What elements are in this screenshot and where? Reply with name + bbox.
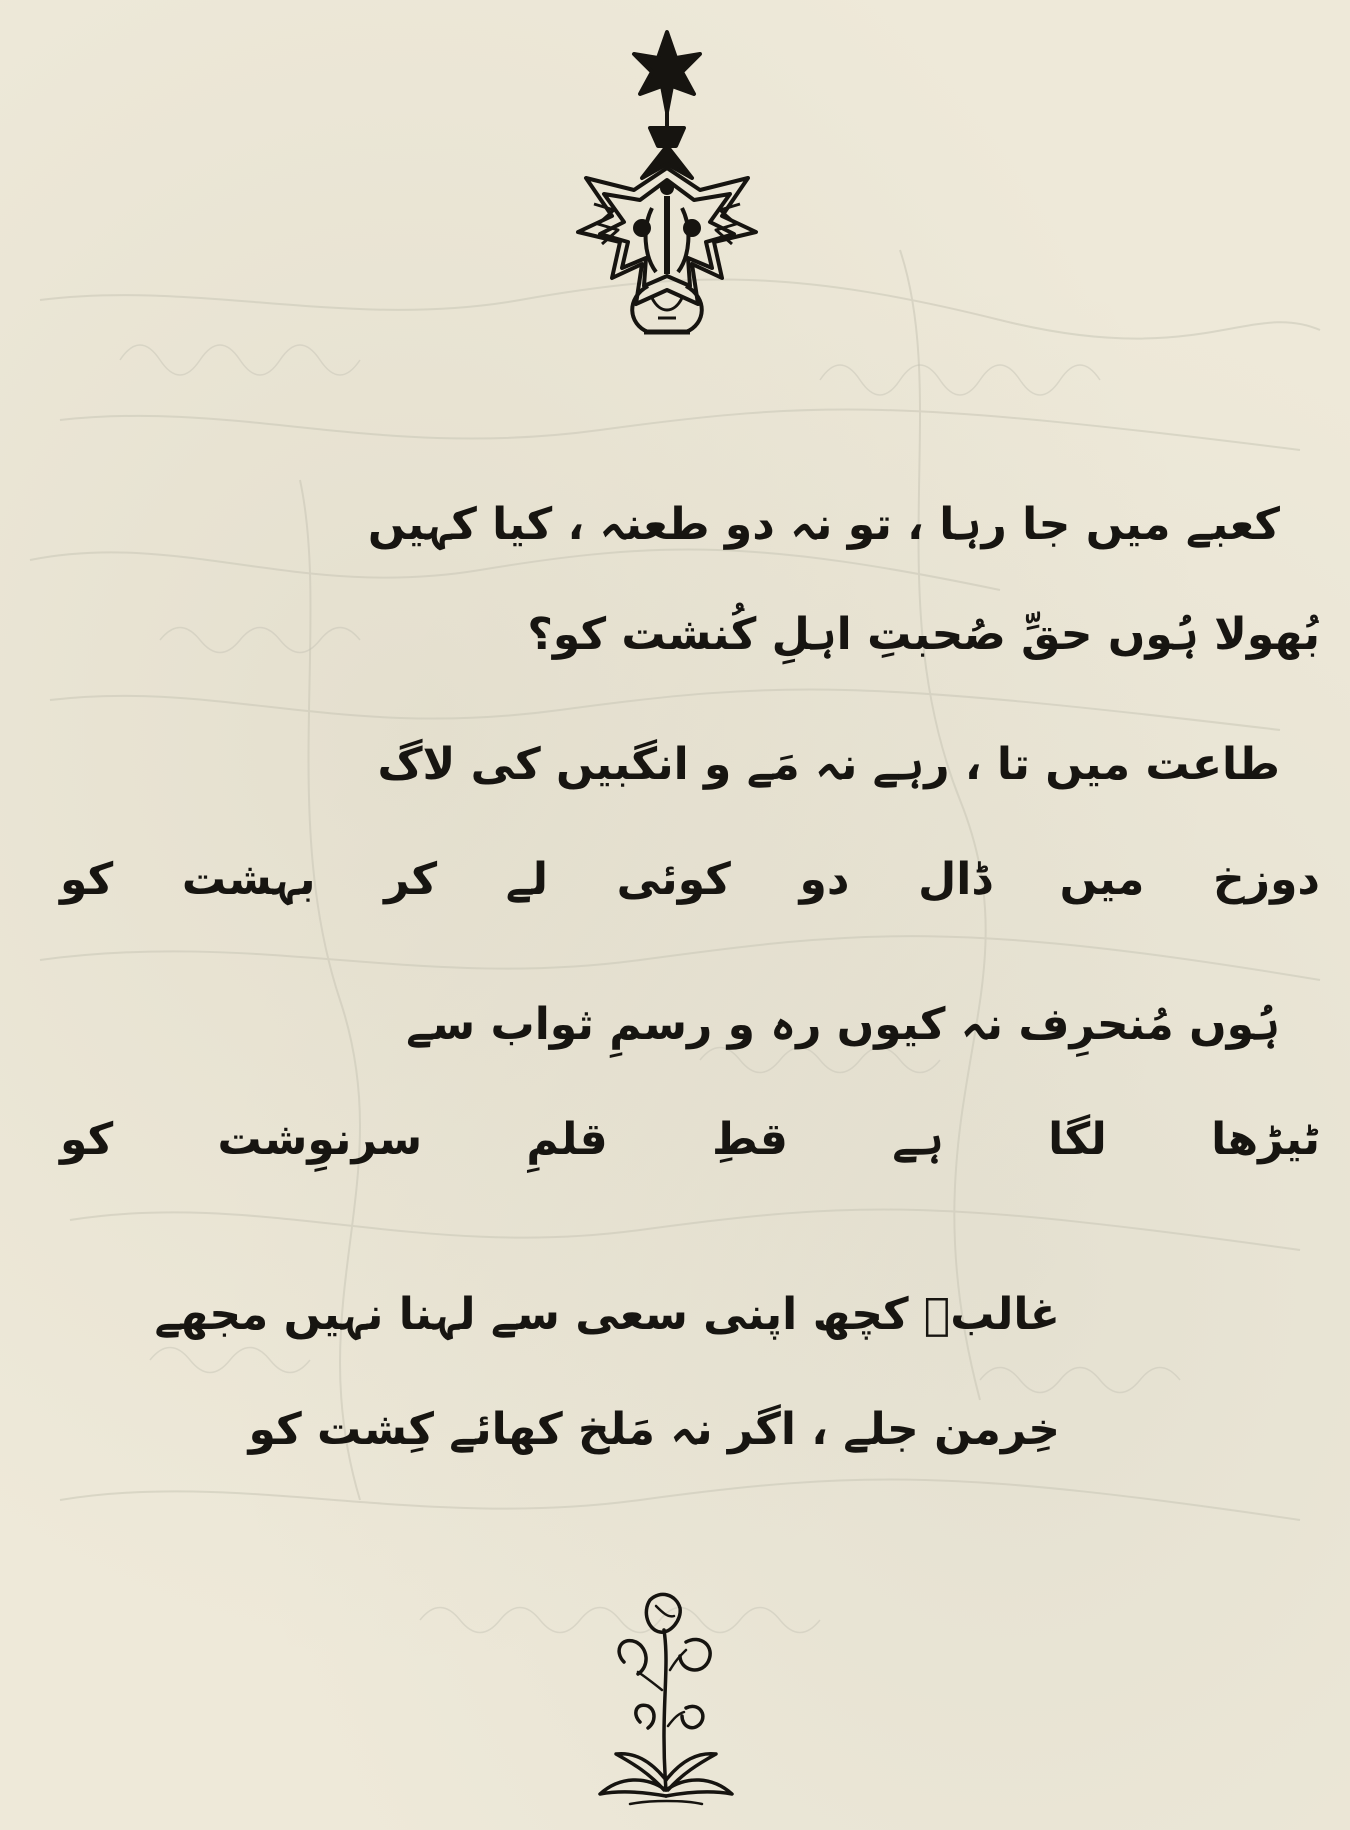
- verse-line-1: کعبے میں جا رہا ، تو نہ دو طعنہ ، کیا کہیں: [367, 499, 1280, 550]
- verse-line-6: ٹیڑھا لگا ہے قطِ قلمِ سرنوِشت کو: [60, 1114, 1320, 1165]
- verse-line-2: بُھولا ہُوں حقِّ صُحبتِ اہلِ کُنشت کو؟: [527, 609, 1320, 660]
- verse-line-7: غالبؔ کچھ اپنی سعی سے لہنا نہیں مجھے: [154, 1289, 1060, 1340]
- verse-line-5: ہُوں مُنحرِف نہ کیوں رہ و رسمِ ثواب سے: [406, 999, 1280, 1050]
- verse-line-4: دوزخ میں ڈال دو کوئی لے کر بہشت کو: [60, 854, 1320, 905]
- flower-sprig-ornament-icon: [590, 1590, 740, 1815]
- verse-line-8: خِرمن جلے ، اگر نہ مَلخ کھائے کِشت کو: [248, 1404, 1060, 1455]
- floral-vase-ornament-icon: [572, 28, 762, 338]
- verse-line-3: طاعت میں تا ، رہے نہ مَے و انگبیں کی لاگ: [377, 739, 1280, 790]
